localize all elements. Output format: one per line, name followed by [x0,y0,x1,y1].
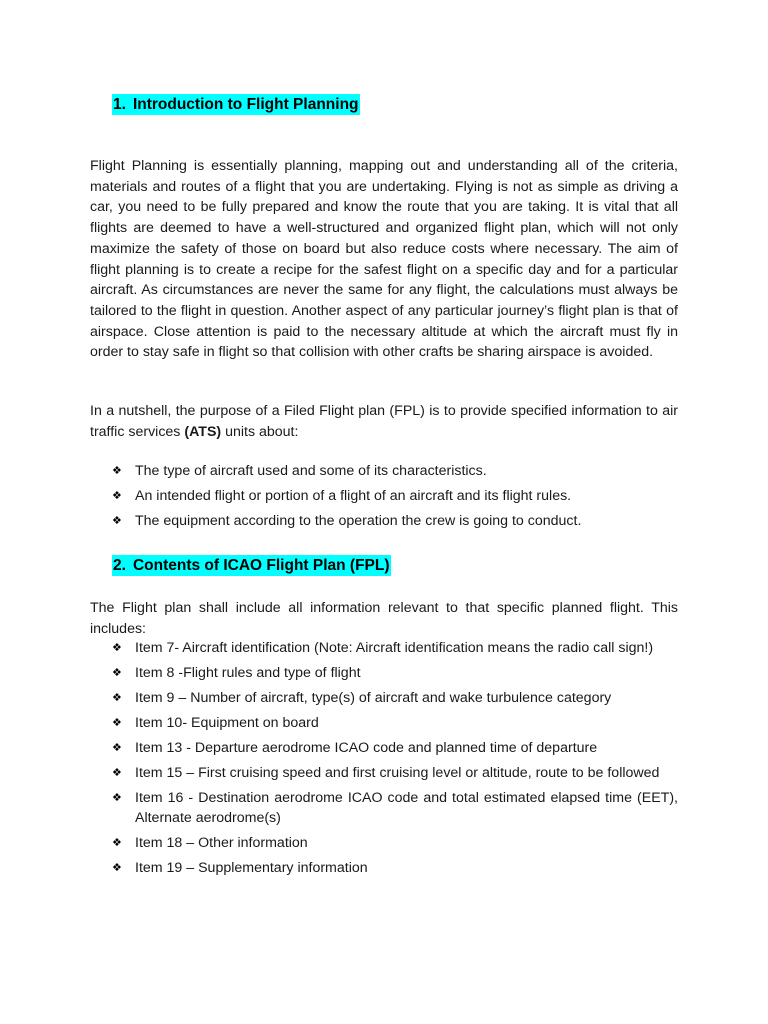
list-item [112,833,678,853]
diamond-bullet-icon: ❖ [112,691,122,704]
nutshell-text-after: units about: [221,423,299,440]
list-item-text: Item 18 – Other information [135,835,308,851]
diamond-bullet-icon: ❖ [112,489,122,502]
nutshell-text-before: In a nutshell, the purpose of a Filed Flight plan (FPL) is to provide specified information to air traffic services [90,403,678,440]
section-2-intro: The Flight plan shall include all information relevant to that specific planned flight. This includes: [90,600,678,637]
list-item [112,763,678,783]
nutshell-ats-bold: (ATS) [184,423,222,440]
list-item-text: Item 8 -Flight rules and type of flight [135,665,361,681]
diamond-bullet-icon: ❖ [112,641,122,654]
diamond-bullet-icon: ❖ [112,741,122,754]
diamond-bullet-icon: ❖ [112,514,122,527]
list-item-text: Item 9 – Number of aircraft, type(s) of aircraft and wake turbulence category [135,690,612,706]
section-1-number: 1. [113,96,126,113]
diamond-bullet-icon: ❖ [112,861,122,874]
diamond-bullet-icon: ❖ [112,766,122,779]
list-item-text: An intended flight or portion of a flight of an aircraft and its flight rules. [135,488,572,504]
list-item [112,688,678,708]
section-1-title: Introduction to Flight Planning [132,96,359,113]
list-item-text: Item 19 – Supplementary information [135,860,368,876]
section-2-number: 2. [113,557,126,574]
diamond-bullet-icon: ❖ [112,836,122,849]
list-item-text: The equipment according to the operation the crew is going to conduct. [135,513,582,529]
list-item-text: Item 13 - Departure aerodrome ICAO code and planned time of departure [135,740,598,756]
list-item [112,738,678,758]
list-item [112,511,678,531]
section-1-paragraph: Flight Planning is essentially planning, mapping out and understanding all of the criteria, materials and routes of a flight that you are undertaking. Flying is not as simple as driving a car, you need to be fully prepared and know the route that you are taking. It is vital that all flights are deemed to have a well-structured and organized flight plan, which will not only maximize the safety of those on board but also reduce costs where necessary. The aim of flight planning is to create a recipe for the safest flight on a specific day and for a particular aircraft. As circumstances are never the same for any flight, the calculations must always be tailored to the flight in question. Another aspect of any particular journey’s flight plan is that of airspace. Close attention is paid to the necessary altitude at which the aircraft must fly in order to stay safe in flight so that collision with other crafts be sharing airspace is avoided. [90,158,678,361]
diamond-bullet-icon: ❖ [112,464,122,477]
section-1-heading [112,94,360,115]
diamond-bullet-icon: ❖ [112,791,122,804]
list-item [112,663,678,683]
list-item [112,638,678,658]
diamond-bullet-icon: ❖ [112,666,122,679]
list-item [112,788,678,828]
list-item-text: Item 10- Equipment on board [135,715,319,731]
list-item [112,713,678,733]
section-2-item-list [112,638,678,878]
section-2-title: Contents of ICAO Flight Plan (FPL) [132,557,390,574]
diamond-bullet-icon: ❖ [112,716,122,729]
list-item-text: Item 7- Aircraft identification (Note: Aircraft identification means the radio call sign!) [135,640,654,656]
section-2-heading [112,555,391,576]
list-item [112,461,678,481]
list-item-text: The type of aircraft used and some of its characteristics. [135,463,487,479]
nutshell-paragraph [90,401,678,442]
list-item [112,858,678,878]
list-item-text: Item 16 - Destination aerodrome ICAO code and total estimated elapsed time (EET), Alternate aerodrome(s) [135,790,678,826]
list-item [112,486,678,506]
list-item-text: Item 15 – First cruising speed and first cruising level or altitude, route to be followed [135,765,660,781]
section-1-bullet-list [112,461,678,531]
